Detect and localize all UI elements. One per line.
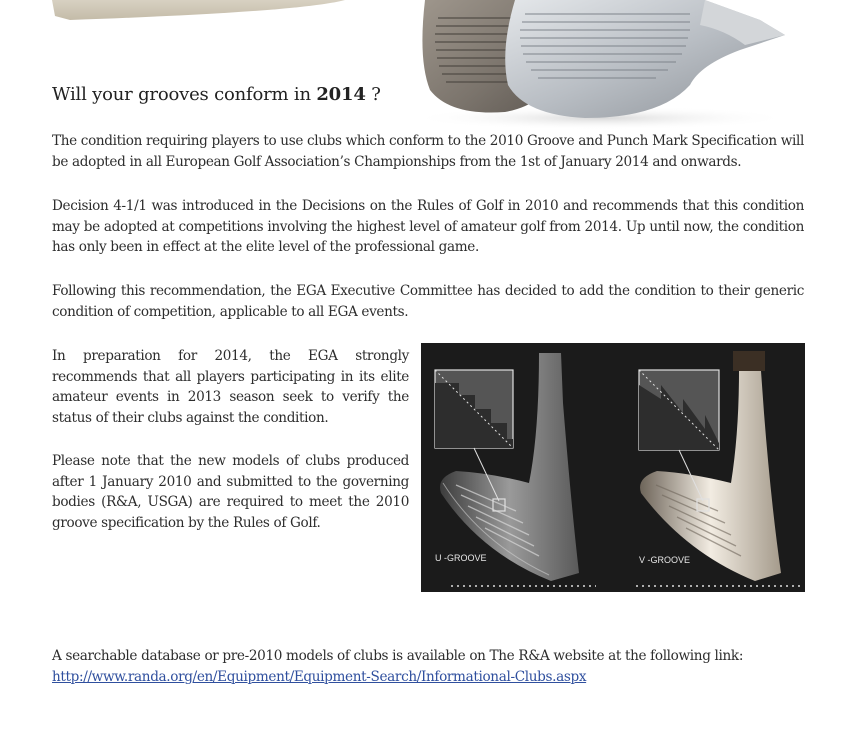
heading-suffix: ? <box>365 84 381 105</box>
informational-clubs-link[interactable]: http://www.randa.org/en/Equipment/Equipment-Search/Informational-Clubs.aspx <box>52 668 587 685</box>
paragraph-new-models: Please note that the new models of clubs produced after 1 January 2010 and submitted to the governing bodies (R&A, USGA) are required to meet the 2010 groove specification by the Rules of Golf. <box>52 453 409 531</box>
v-groove-label: V -GROOVE <box>639 555 691 565</box>
page-heading <box>52 84 381 105</box>
heading-text: Will your grooves conform in <box>52 84 317 105</box>
paragraph-database <box>52 646 804 687</box>
banner-corner <box>52 0 345 20</box>
paragraph-preparation: In preparation for 2014, the EGA strongly recommends that all players participating in its elite amateur events in 2013 season seek to verify the status of their clubs against the condition. <box>52 348 409 426</box>
heading-year: 2014 <box>316 84 366 105</box>
database-text: A searchable database or pre-2010 models of clubs is available on The R&A website at the following link: <box>52 648 744 664</box>
paragraph-condition: The condition requiring players to use clubs which conform to the 2010 Groove and Punch Mark Specification will be adopted in all European Golf Association’s Championships from the 1st of January 2014 and onwards. <box>52 133 804 170</box>
groove-comparison-figure <box>421 343 805 592</box>
u-groove-label: U -GROOVE <box>435 553 487 563</box>
paragraph-decision: Decision 4-1/1 was introduced in the Decisions on the Rules of Golf in 2010 and recommends that this condition may be adopted at competitions involving the highest level of amateur golf from 2014. Up until now, the condition has only been in effect at the elite level of the professional game. <box>52 198 804 255</box>
paragraph-committee: Following this recommendation, the EGA Executive Committee has decided to add the condition to their generic condition of competition, applicable to all EGA events. <box>52 283 804 320</box>
wedge-photo <box>0 0 857 130</box>
